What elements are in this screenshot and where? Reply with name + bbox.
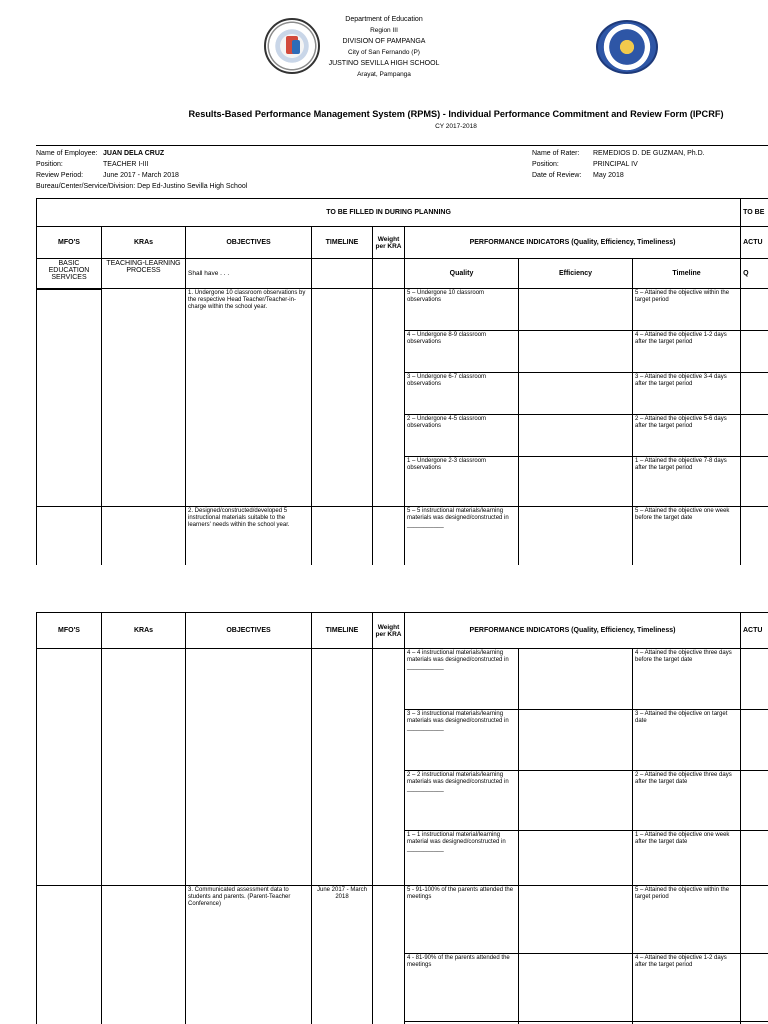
efficiency-indicator [519,954,633,1022]
timeline-indicator: 5 – Attained the objective one week before the target date [633,507,741,565]
efficiency-indicator [519,507,633,565]
kra-cell: TEACHING-LEARNING PROCESS [102,259,186,290]
label: Position: [532,161,559,168]
actual-cell [741,373,768,415]
timeline-indicator: 4 – Attained the objective 1-2 days after the target period [633,954,741,1022]
col-performance-indicators: PERFORMANCE INDICATORS (Quality, Efficiency, Timeliness) [405,227,741,259]
timeline-indicator: 5 – Attained the objective within the target period [633,886,741,954]
objective-1: 1. Undergone 10 classroom observations by the respective Head Teacher/Teacher-in-charge within the school year. [186,289,312,507]
employee-name: JUAN DELA CRUZ [103,150,165,157]
timeline-indicator: 1 – Attained the objective one week after the target date [633,831,741,886]
quality-indicator: 2 – Undergone 4-5 classroom observations [405,415,519,457]
col-mfo: MFO'S [37,613,102,649]
letterhead-line: Department of Education [345,16,423,23]
letterhead-line: JUSTINO SEVILLA HIGH SCHOOL [328,60,440,67]
timeline-indicator: 4 – Attained the objective 1-2 days after the target period [633,331,741,373]
efficiency-indicator [519,831,633,886]
ipcrf-table-page1 [36,198,768,290]
label: Review Period: [36,172,84,179]
employee-position: TEACHER I-III [103,161,149,168]
quality-indicator: 5 - 91-100% of the parents attended the meetings [405,886,519,954]
quality-indicator: 3 – 3 instructional materials/learning materials was designed/constructed in ___________ [405,710,519,771]
label: Bureau/Center/Service/Division: [36,183,136,190]
review-header: TO BE [741,199,768,227]
letterhead-line: City of San Fernando (P) [348,49,420,56]
actual-cell [741,415,768,457]
timeline-indicator: 2 – Attained the objective three days after the target date [633,771,741,831]
employee-info [36,148,247,192]
efficiency-indicator [519,331,633,373]
form-title: Results-Based Performance Management System (RPMS) - Individual Performance Commitment and Review Form (IPCRF) [188,109,724,119]
col-performance-indicators: PERFORMANCE INDICATORS (Quality, Efficiency, Timeliness) [405,613,741,649]
subcol-efficiency: Efficiency [519,259,633,289]
actual-cell [741,457,768,507]
timeline-indicator: 3 – Attained the objective on target date [633,710,741,771]
actual-cell [741,649,768,710]
letterhead-line: Arayat, Pampanga [357,71,411,78]
quality-indicator: 5 – Undergone 10 classroom observations [405,289,519,331]
mfo-cell [37,649,102,886]
col-weight: Weight per KRA [373,227,405,259]
label: Name of Rater: [532,150,580,157]
col-weight: Weight per KRA [373,613,405,649]
efficiency-indicator [519,649,633,710]
efficiency-indicator [519,457,633,507]
objective-3-timeline: June 2017 - March 2018 [312,886,373,1024]
ipcrf-table-page2 [36,612,768,1024]
timeline-indicator: 3 – Attained the objective 3-4 days after the target period [633,373,741,415]
objective-2: 2. Designed/constructed/developed 5 instructional materials suitable to the learners' needs within the school year. [186,507,312,565]
col-actual: ACTU [741,613,768,649]
efficiency-indicator [519,415,633,457]
weight-cell [373,507,405,565]
weight-cell [373,886,405,1024]
quality-indicator: 1 – Undergone 2-3 classroom observations [405,457,519,507]
objective-cell [186,649,312,886]
weight-cell [373,259,405,289]
form-cy: CY 2017-2018 [435,123,477,130]
objective-3: 3. Communicated assessment data to students and parents. (Parent-Teacher Conference) [186,886,312,1024]
quality-indicator: 2 – 2 instructional materials/learning materials was designed/constructed in ___________ [405,771,519,831]
rater-position: PRINCIPAL IV [593,161,638,168]
kra-cell [102,507,186,565]
efficiency-indicator [519,710,633,771]
timeline-indicator: 2 – Attained the objective 5-6 days after the target period [633,415,741,457]
timeline-cell [312,507,373,565]
mfo-cell [37,507,102,565]
timeline-indicator: 5 – Attained the objective within the target period [633,289,741,331]
efficiency-indicator [519,289,633,331]
kra-cell [102,289,186,507]
subcol-quality: Quality [405,259,519,289]
label: Name of Employee: [36,150,98,157]
letterhead [0,14,768,80]
actual-cell [741,289,768,331]
quality-indicator: 4 – Undergone 8-9 classroom observations [405,331,519,373]
actual-cell [741,886,768,954]
kra-cell [102,649,186,886]
label: Position: [36,161,63,168]
actual-cell [741,771,768,831]
timeline-cell [312,259,373,289]
efficiency-indicator [519,771,633,831]
actual-cell [741,507,768,565]
review-date: May 2018 [593,172,624,179]
subcol-timeline: Timeline [633,259,741,289]
rater-name: REMEDIOS D. DE GUZMAN, Ph.D. [593,150,705,157]
col-kras: KRAs [102,227,186,259]
planning-header: TO BE FILLED IN DURING PLANNING [37,199,741,227]
actual-cell [741,331,768,373]
col-objectives: OBJECTIVES [186,613,312,649]
col-mfo: MFO'S [37,227,102,259]
quality-indicator: 1 – 1 instructional material/learning material was designed/constructed in ___________ [405,831,519,886]
bureau: Dep Ed-Justino Sevilla High School [137,183,248,190]
timeline-cell [312,649,373,886]
weight-cell [373,289,405,507]
quality-indicator: 5 – 5 instructional materials/learning materials was designed/constructed in ___________ [405,507,519,565]
col-objectives: OBJECTIVES [186,227,312,259]
ipcrf-table-page1-body [36,288,768,565]
efficiency-indicator [519,373,633,415]
label: Date of Review: [532,172,582,179]
letterhead-line: DIVISION OF PAMPANGA [342,38,426,45]
letterhead-line: Region III [370,27,398,34]
timeline-indicator: 1 – Attained the objective 7-8 days after the target period [633,457,741,507]
quality-indicator: 3 – Undergone 6-7 classroom observations [405,373,519,415]
timeline-cell [312,289,373,507]
kra-cell [102,886,186,1024]
actual-cell [741,710,768,771]
col-actual: ACTU [741,227,768,259]
divider [36,145,768,146]
quality-indicator: 4 – 4 instructional materials/learning materials was designed/constructed in ___________ [405,649,519,710]
timeline-indicator: 4 – Attained the objective three days before the target date [633,649,741,710]
shall-have: Shall have . . . [186,259,312,289]
rater-info [532,148,705,181]
mfo-cell [37,289,102,507]
col-timeline: TIMELINE [312,227,373,259]
weight-cell [373,649,405,886]
mfo-cell: BASIC EDUCATION SERVICES [37,259,102,290]
mfo-cell [37,886,102,1024]
col-kras: KRAs [102,613,186,649]
quality-indicator: 4 - 81-90% of the parents attended the meetings [405,954,519,1022]
actual-cell [741,954,768,1022]
subcol-q: Q [741,259,768,289]
col-timeline: TIMELINE [312,613,373,649]
efficiency-indicator [519,886,633,954]
review-period: June 2017 - March 2018 [103,172,179,179]
actual-cell [741,831,768,886]
